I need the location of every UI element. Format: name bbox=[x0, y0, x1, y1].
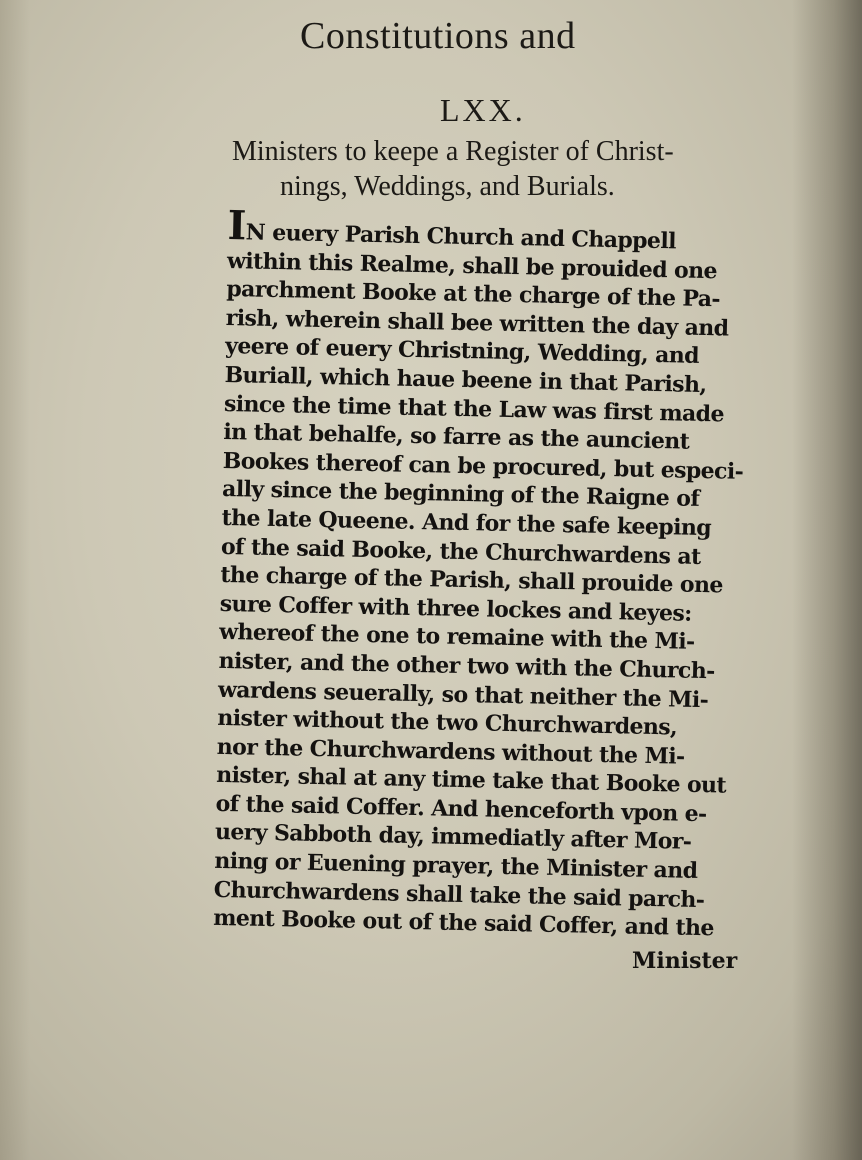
body-line: the late Queene. And for the safe keeping bbox=[221, 504, 712, 542]
body-line: rish, wherein shall bee written the day and bbox=[225, 304, 729, 342]
initial-letter: I bbox=[227, 202, 247, 250]
body-line: wardens seuerally, so that neither the Mi- bbox=[217, 676, 709, 713]
body-line: ning or Euening prayer, the Minister and bbox=[214, 847, 698, 885]
body-line: in that behalfe, so farre as the auncient bbox=[223, 419, 690, 455]
body-line: yeere of euery Christning, Wedding, and bbox=[224, 333, 700, 370]
body-line: nister, shal at any time take that Booke out bbox=[215, 762, 727, 799]
body-line: parchment Booke at the charge of the Pa- bbox=[226, 276, 721, 313]
body-line: Churchwardens shall take the said parch- bbox=[213, 876, 705, 913]
chapter-title bbox=[232, 134, 772, 204]
body-line: nor the Churchwardens without the Mi- bbox=[216, 733, 685, 770]
body-line: Buriall, which haue beene in that Parish, bbox=[224, 361, 707, 399]
body-line: whereof the one to remaine with the Mi- bbox=[218, 619, 695, 656]
body-line: uery Sabboth day, immediatly after Mor- bbox=[214, 819, 692, 856]
body-line: ally since the beginning of the Raigne of bbox=[221, 476, 700, 513]
body-line: of the said Coffer. And henceforth vpon e- bbox=[215, 790, 707, 828]
body-line: within this Realme, shall be prouided one bbox=[226, 247, 718, 284]
body-line: of the said Booke, the Churchwardens at bbox=[220, 533, 701, 570]
body-line-text: N euery Parish Church and Chappell bbox=[245, 219, 677, 255]
body-line: ment Booke out of the said Coffer, and the bbox=[212, 905, 715, 942]
catchword: Minister bbox=[632, 948, 738, 974]
running-head: Constitutions and bbox=[300, 15, 576, 57]
body-line: nister, and the other two with the Church- bbox=[218, 647, 715, 685]
chapter-number: LXX. bbox=[440, 92, 526, 128]
chapter-title-line-1: Ministers to keepe a Register of Christ- bbox=[232, 136, 674, 167]
body-line: nister without the two Churchwardens, bbox=[217, 704, 678, 741]
page-left-shadow bbox=[0, 0, 30, 1160]
body-line: sure Coffer with three lockes and keyes: bbox=[219, 590, 693, 627]
chapter-title-line-2: nings, Weddings, and Burials. bbox=[280, 171, 615, 202]
page-gutter-shadow bbox=[792, 0, 862, 1160]
body-text bbox=[212, 202, 768, 944]
body-line: Bookes thereof can be procured, but especi- bbox=[222, 447, 744, 485]
body-line: the charge of the Parish, shall prouide one bbox=[220, 562, 724, 599]
body-line: since the time that the Law was first made bbox=[223, 390, 725, 427]
